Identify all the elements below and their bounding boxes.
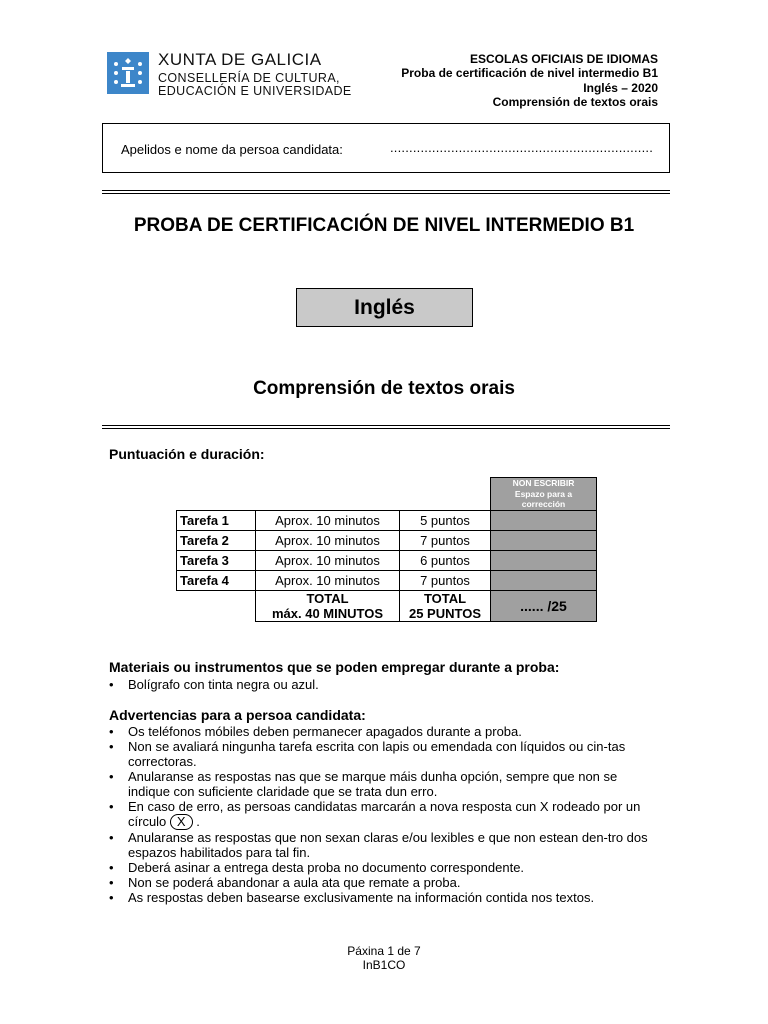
no-write-header: NON ESCRIBIR Espazo para a corrección: [491, 478, 597, 511]
correction-cell: [491, 510, 597, 530]
table-row: Tarefa 3 Aprox. 10 minutos 6 puntos: [177, 550, 597, 570]
scoring-heading: Puntuación e duración:: [109, 446, 265, 462]
warnings-heading: Advertencias para a persoa candidata:: [109, 707, 366, 723]
document-code: InB1CO: [362, 958, 406, 972]
list-item: • As respostas deben basearse exclusivamente na información contida nos textos.: [109, 890, 659, 905]
list-item: • En caso de erro, as persoas candidatas marcarán a nova resposta cun X rodeado por un círculo X .: [109, 799, 659, 830]
candidate-name-field[interactable]: .....................................................................: [390, 140, 654, 155]
divider: [102, 190, 670, 194]
page-number: Páxina 1 de 7: [347, 944, 421, 958]
xunta-logo: [107, 52, 149, 94]
total-duration: TOTAL máx. 40 MINUTOS: [256, 590, 400, 621]
correction-cell: [491, 530, 597, 550]
table-row: Tarefa 4 Aprox. 10 minutos 7 puntos: [177, 570, 597, 590]
list-item: • Os teléfonos móbiles deben permanecer apagados durante a proba.: [109, 724, 659, 739]
table-row: Tarefa 2 Aprox. 10 minutos 7 puntos: [177, 530, 597, 550]
total-points: TOTAL 25 PUNTOS: [400, 590, 491, 621]
list-item: • Deberá asinar a entrega desta proba no documento correspondente.: [109, 860, 659, 875]
correction-cell: [491, 570, 597, 590]
circled-x-example: X: [170, 814, 193, 830]
list-item: • Anularanse as respostas nas que se marque máis dunha opción, sempre que non se indique con suficiente claridade que se trata dun erro.: [109, 769, 659, 799]
table-total-row: [177, 590, 597, 621]
candidate-label: Apelidos e nome da persoa candidata:: [121, 142, 343, 157]
header-info: ESCOLAS OFICIAIS DE IDIOMAS Proba de certificación de nivel intermedio B1 Inglés – 2020 Comprensión de textos orais: [401, 52, 658, 109]
list-item: • Non se poderá abandonar a aula ata que remate a proba.: [109, 875, 659, 890]
scoring-table: [176, 477, 597, 622]
logo-subtitle: CONSELLERÍA DE CULTURA, EDUCACIÓN E UNIVERSIDADE: [158, 71, 352, 98]
list-item: • Bolígrafo con tinta negra ou azul.: [109, 677, 659, 692]
materials-list: [109, 677, 659, 692]
page-footer: [0, 944, 768, 972]
page-subtitle: Comprensión de textos orais: [253, 378, 515, 399]
table-row: Tarefa 1 Aprox. 10 minutos 5 puntos: [177, 510, 597, 530]
materials-heading: Materiais ou instrumentos que se poden empregar durante a proba:: [109, 659, 560, 675]
warnings-list: [109, 724, 659, 905]
correction-cell: [491, 550, 597, 570]
list-item: • Anularanse as respostas que non sexan claras e/ou lexibles e que non estean den-tro dos espazos habilitados para tal fin.: [109, 830, 659, 860]
score-cell: ...... /25: [491, 590, 597, 621]
page-title: PROBA DE CERTIFICACIÓN DE NIVEL INTERMEDIO B1: [133, 215, 635, 236]
divider: [102, 425, 670, 429]
logo-title: XUNTA DE GALICIA: [158, 50, 322, 69]
list-item: • Non se avaliará ningunha tarefa escrita con lapis ou emendada con líquidos ou cin-tas correctoras.: [109, 739, 659, 769]
language-box: Inglés: [296, 288, 473, 327]
